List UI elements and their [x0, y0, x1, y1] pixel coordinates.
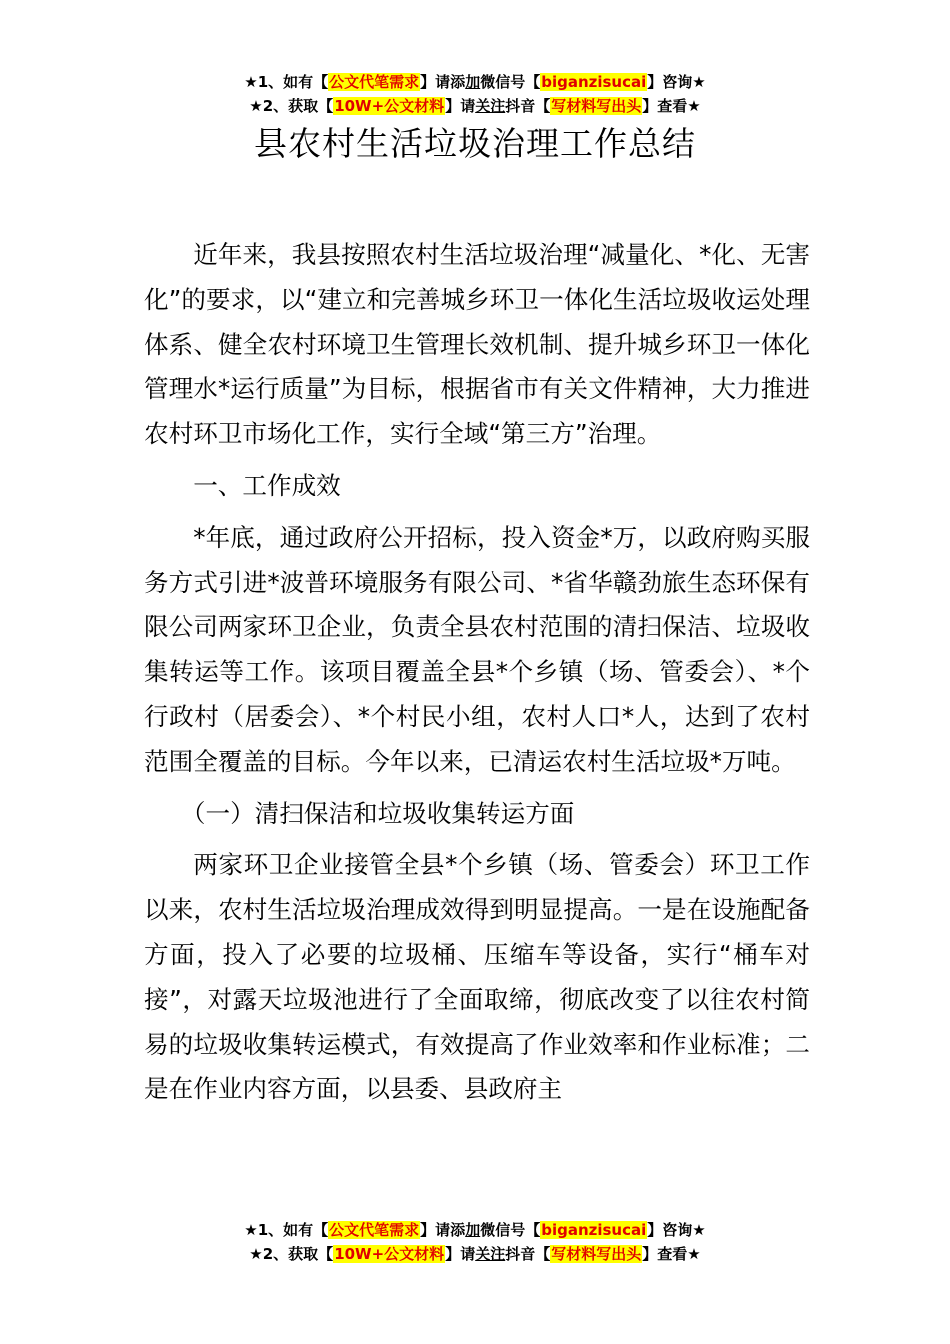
promo-line-2 [0, 96, 950, 116]
document-body [144, 233, 810, 1119]
promo-highlight: 写材料写出头 [551, 1245, 642, 1263]
promo-text: 】请添 [420, 1221, 466, 1239]
promo-text: 】请 [445, 97, 476, 115]
promo-text: 】查看★ [642, 97, 701, 115]
promo-text: 微信号【 [480, 1221, 541, 1239]
promo-highlight: 公文代笔需求 [329, 1221, 420, 1239]
paragraph-intro: 近年来，我县按照农村生活垃圾治理“减量化、*化、无害化”的要求，以“建立和完善城乡环卫一体化生活垃圾收运处理体系、健全农村环境卫生管理长效机制、提升城乡环卫一体化管理水*运行质量”为目标，根据省市有关文件精神，大力推进农村环卫市场化工作，实行全域“第三方”治理。 [144, 240, 810, 449]
promo-text: 】请 [445, 1245, 476, 1263]
promo-text: 】请添 [420, 73, 466, 91]
promo-text: 】咨询★ [647, 1221, 706, 1239]
promo-underline: 加 [465, 1221, 481, 1239]
paragraph: *年底，通过政府公开招标，投入资金*万，以政府购买服务方式引进*波普环境服务有限公司、*省华赣劲旅生态环保有限公司两家环卫企业，负责全县农村范围的清扫保洁、垃圾收集转运等工作。该项目覆盖全县*个乡镇（场、管委会）、*个行政村（居委会）、*个村民小组，农村人口*人，达到了农村范围全覆盖的目标。今年以来，已清运农村生活垃圾*万吨。 [144, 522, 810, 776]
promo-text: 微信号【 [480, 73, 541, 91]
promo-line-2-footer [0, 1244, 950, 1264]
promo-highlight: 10W+公文材料 [334, 97, 445, 115]
promo-highlight: 公文代笔需求 [329, 73, 420, 91]
section-heading: 一、工作成效 [193, 470, 341, 500]
promo-underline: 加 [465, 73, 481, 91]
document-title: 县农村生活垃圾治理工作总结 [254, 124, 696, 163]
promo-highlight: 10W+公文材料 [334, 1245, 445, 1263]
promo-text: 抖音【 [505, 97, 551, 115]
promo-text: ★1、如有【 [244, 73, 329, 91]
promo-underline: 关注 [475, 97, 506, 115]
promo-text: ★1、如有【 [244, 1221, 329, 1239]
promo-highlight: biganzisucai [541, 73, 647, 91]
promo-text: ★2、获取【 [249, 1245, 334, 1263]
promo-underline: 关注 [475, 1245, 506, 1263]
promo-text: 抖音【 [505, 1245, 551, 1263]
promo-line-1 [0, 72, 950, 92]
promo-text: 】咨询★ [647, 73, 706, 91]
promo-text: ★2、获取【 [249, 97, 334, 115]
promo-highlight: biganzisucai [541, 1221, 647, 1239]
promo-line-1-footer [0, 1220, 950, 1240]
subsection-heading: （一）清扫保洁和垃圾收集转运方面 [180, 798, 575, 828]
promo-text: 】查看★ [642, 1245, 701, 1263]
promo-highlight: 写材料写出头 [551, 97, 642, 115]
paragraph: 两家环卫企业接管全县*个乡镇（场、管委会）环卫工作以来，农村生活垃圾治理成效得到明显提高。一是在设施配备方面，投入了必要的垃圾桶、压缩车等设备，实行“桶车对接”，对露天垃圾池进行了全面取缔，彻底改变了以往农村简易的垃圾收集转运模式，有效提高了作业效率和作业标准；二是在作业内容方面，以县委、县政府主 [144, 850, 810, 1104]
